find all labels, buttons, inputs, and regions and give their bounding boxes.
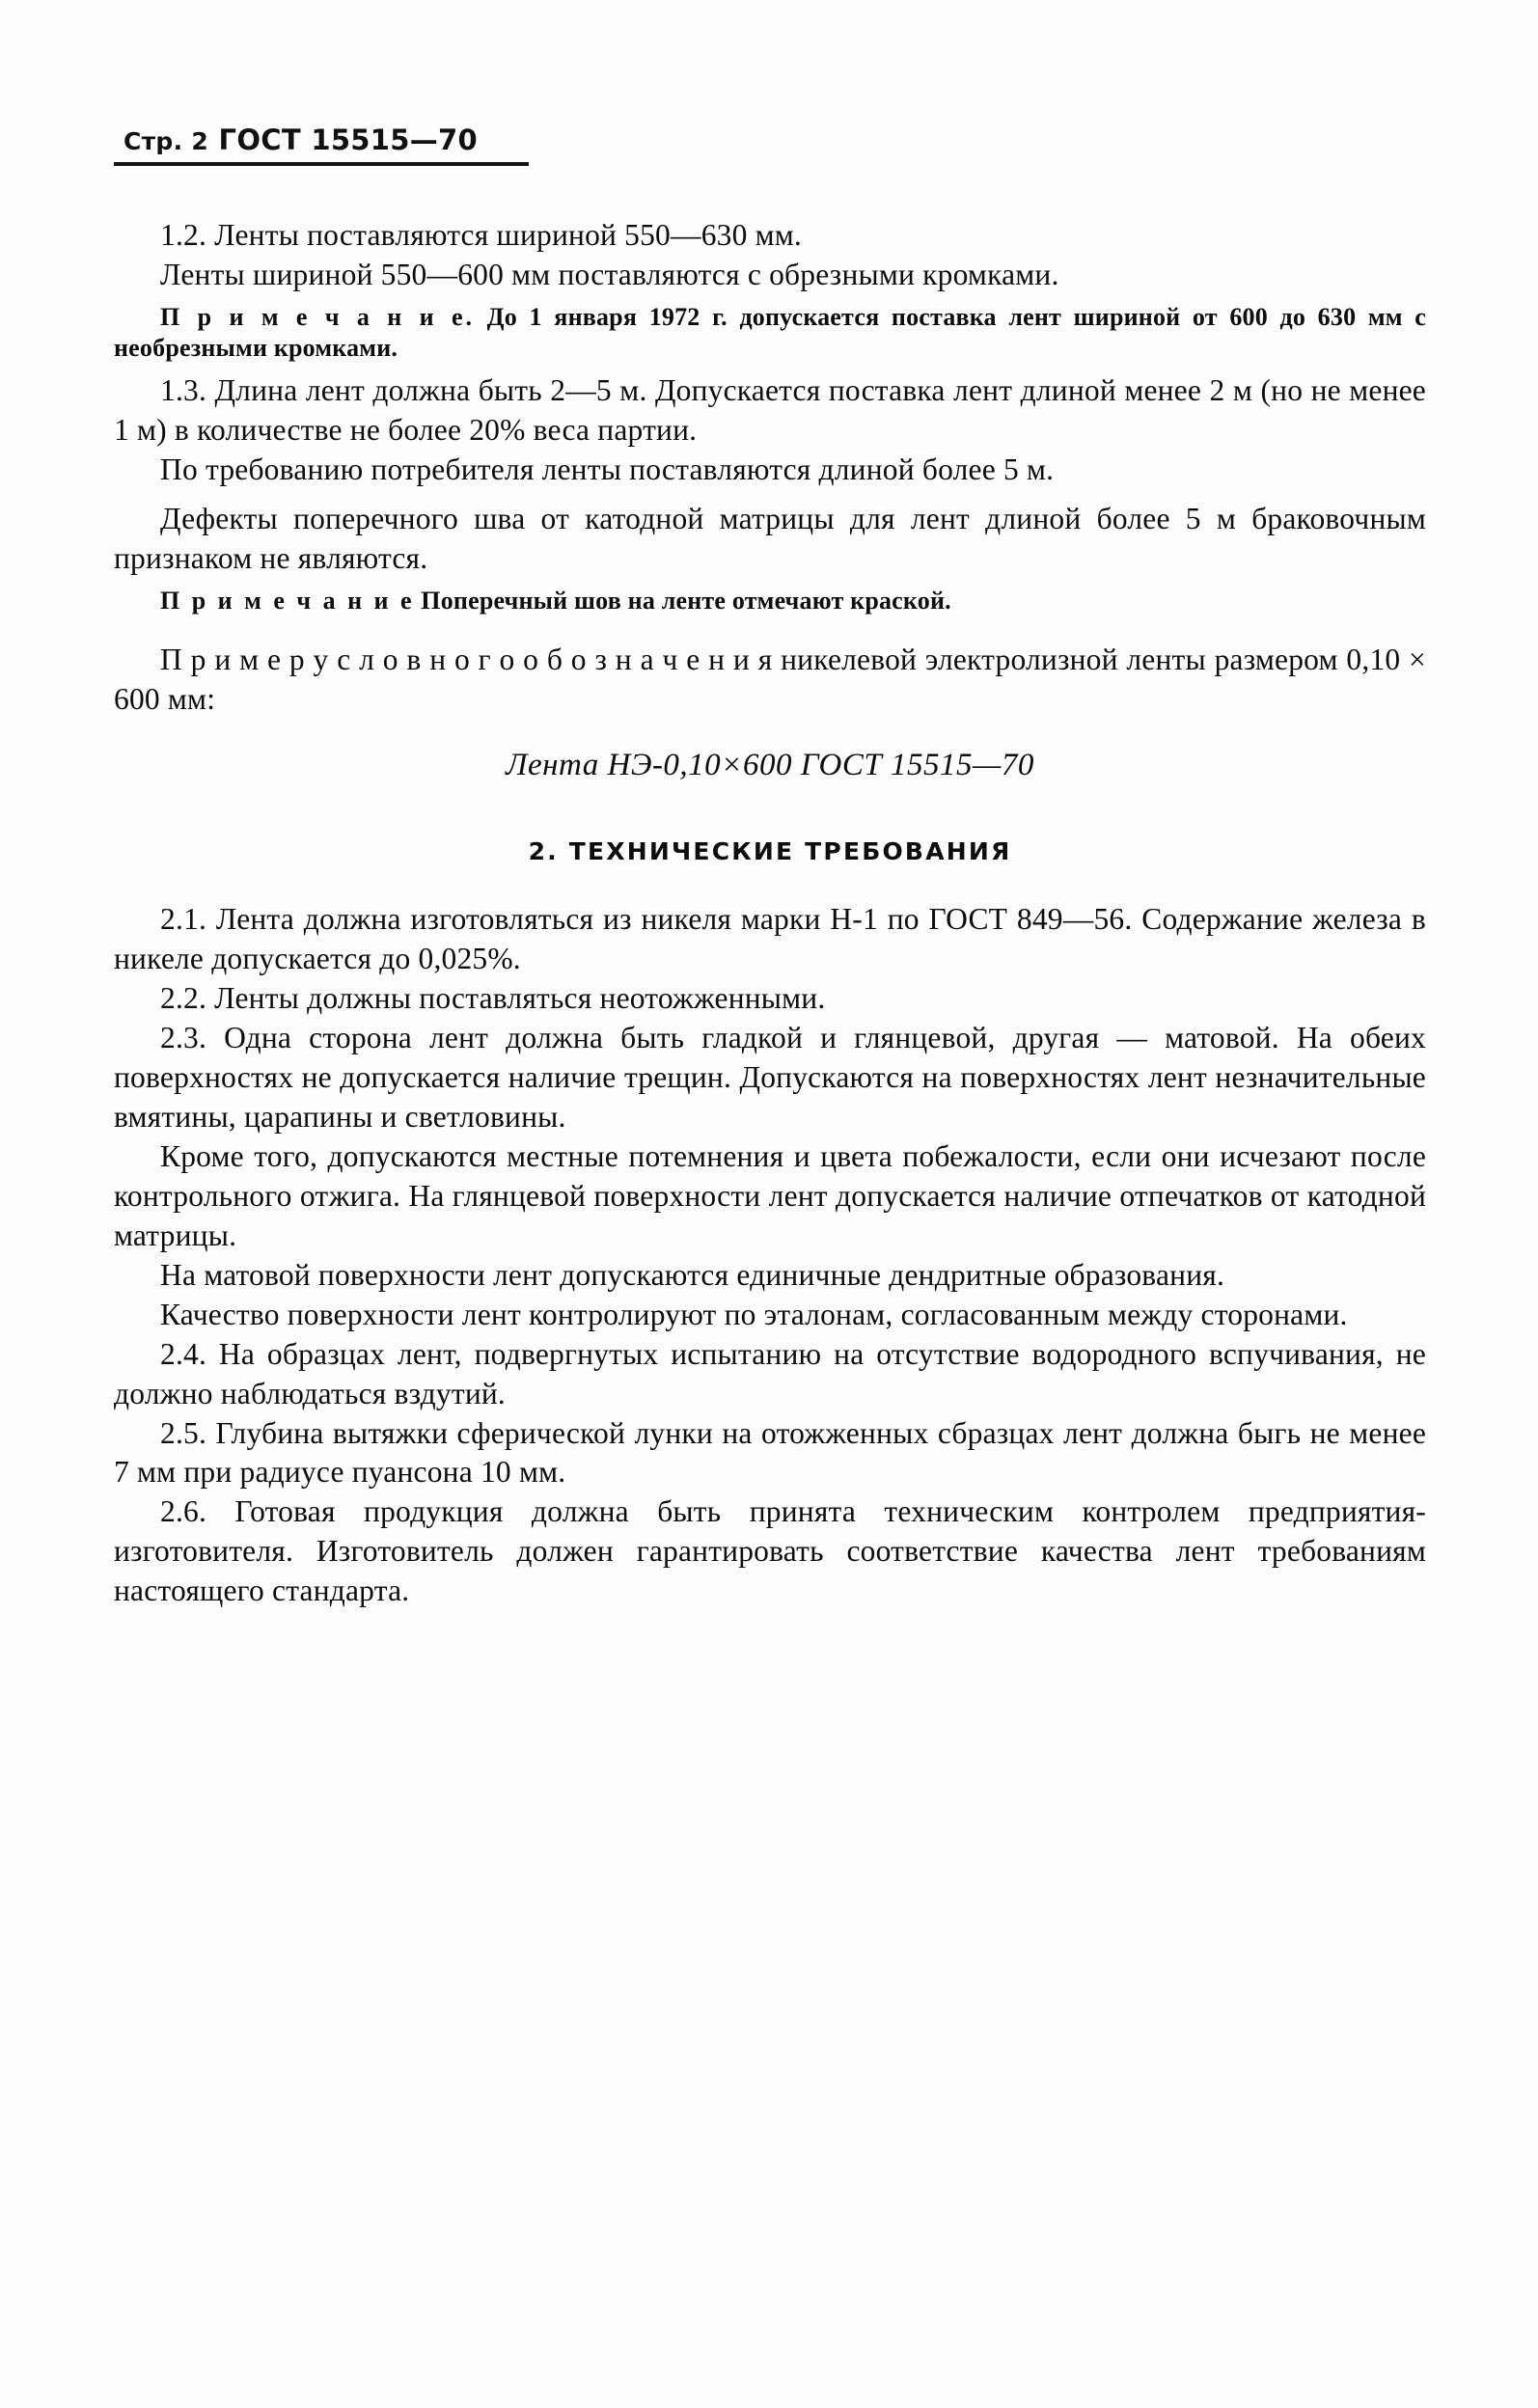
note-2-label: П р и м е ч а н и е — [160, 586, 415, 615]
example-designation: Лента НЭ-0,10×600 ГОСТ 15515—70 — [506, 747, 1034, 782]
note-1-text: До 1 января 1972 г. допускается поставка лент шириной от 600 до 630 мм с необрезными кромками. — [114, 302, 1426, 363]
paragraph-1-3c: Дефекты поперечного шва от катодной матрицы для лент длиной более 5 м браковочным признаком не являются. — [114, 501, 1426, 575]
note-1 — [114, 302, 1426, 365]
page-header-text — [114, 123, 478, 156]
paragraph-1-2: 1.2. Ленты поставляются шириной 550—630 мм. — [160, 218, 802, 252]
note-2 — [114, 586, 1426, 617]
note-1-label: П р и м е ч а н и е. — [160, 302, 476, 331]
paragraph-2-5: 2.5. Глубина вытяжки сферической лунки на отожженных сбразцах лент должна быгь не менее 7 мм при радиусе пуансона 10 мм. — [114, 1415, 1426, 1490]
note-2-text: Поперечный шов на ленте отмечают краской. — [421, 586, 951, 615]
paragraph-1-2b: Ленты шириной 550—600 мм поставляются с обрезными кромками. — [160, 257, 1059, 291]
paragraph-2-6: 2.6. Готовая продукция должна быть принята техническим контролем предприятия-изготовителя. Изготовитель должен гарантировать соответствие качества лент требованиям настоящего стандарта. — [114, 1494, 1426, 1608]
paragraph-2-3b: Кроме того, допускаются местные потемнения и цвета побежалости, если они исчезают после контрольного отжига. На глянцевой поверхности лент допускается наличие отпечатков от катодной матрицы. — [114, 1138, 1426, 1252]
page-content — [114, 123, 1426, 1611]
document-body — [114, 216, 1426, 1611]
example-intro: П р и м е р у с л о в н о г о о б о з н а ч е н и я никелевой электролизной ленты размером 0,10 × 600 мм: — [114, 643, 1426, 716]
paragraph-2-3: 2.3. Одна сторона лент должна быть гладкой и глянцевой, другая — матовой. На обеих поверхностях не допускается наличие трещин. Допускаются на поверхностях лент незначительные вмятины, царапины и светловины. — [114, 1021, 1426, 1135]
paragraph-2-2: 2.2. Ленты должны поставляться неотожженными. — [160, 981, 826, 1016]
paragraph-1-3: 1.3. Длина лент должна быть 2—5 м. Допускается поставка лент длиной менее 2 м (но не менее 1 м) в количестве не более 20% веса партии. — [114, 372, 1426, 447]
spacer — [114, 490, 1426, 500]
spacer — [114, 623, 1426, 641]
paragraph-2-1: 2.1. Лента должна изготовляться из никеля марки Н-1 по ГОСТ 849—56. Содержание железа в никеле допускается до 0,025%. — [114, 902, 1426, 976]
paragraph-2-3d: Качество поверхности лент контролируют по эталонам, согласованным между сторонами. — [160, 1297, 1348, 1331]
paragraph-2-3c: На матовой поверхности лент допускаются единичные дендритные образования. — [160, 1257, 1225, 1292]
paragraph-2-4: 2.4. На образцах лент, подвергнутых испытанию на отсутствие водородного вспучивания, не должно наблюдаться вздутий. — [114, 1336, 1426, 1410]
paragraph-1-3b: По требованию потребителя ленты поставляются длиной более 5 м. — [160, 452, 1055, 486]
page-number-label: Стр. 2 — [124, 127, 209, 155]
standard-label: ГОСТ 15515—70 — [218, 123, 478, 156]
page-header — [114, 123, 529, 166]
section-title-2: 2. ТЕХНИЧЕСКИЕ ТРЕБОВАНИЯ — [528, 836, 1012, 865]
